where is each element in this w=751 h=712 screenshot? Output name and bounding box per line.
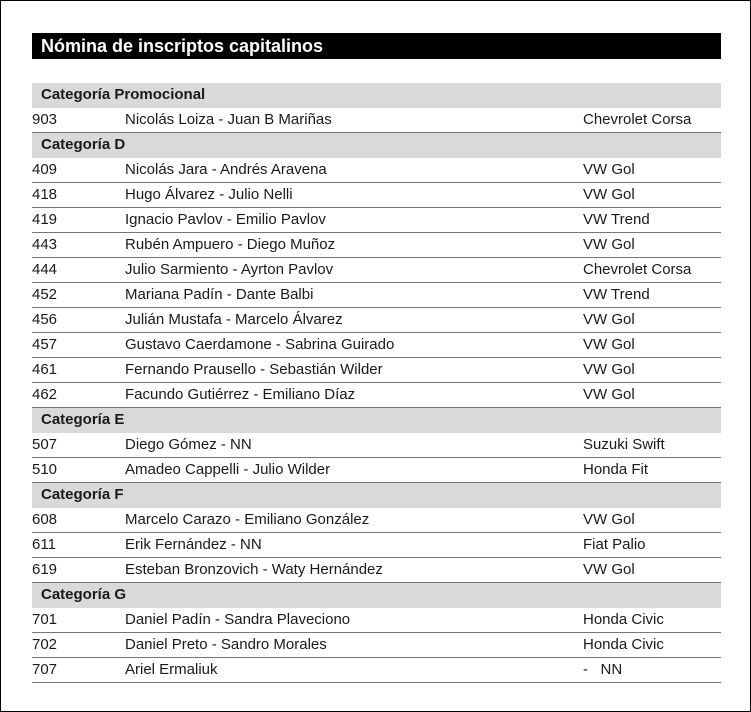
entry-number: 456 (32, 311, 58, 328)
table-row (32, 633, 721, 658)
entry-car: VW Gol (583, 186, 635, 203)
entry-names: Gustavo Caerdamone - Sabrina Guirado (125, 336, 395, 353)
entry-car: VW Trend (583, 286, 650, 303)
table-row (32, 658, 721, 683)
table-row (32, 308, 721, 333)
category-header: Categoría G (32, 583, 721, 608)
entry-number: 409 (32, 161, 58, 178)
entry-car: Honda Fit (583, 461, 649, 478)
entry-number: 611 (32, 536, 56, 553)
entry-names: Ariel Ermaliuk (125, 661, 218, 678)
entry-names: Nicolás Loiza - Juan B Mariñas (125, 111, 332, 128)
table-row (32, 558, 721, 583)
entry-number: 507 (32, 436, 58, 453)
entry-names: Nicolás Jara - Andrés Aravena (125, 161, 327, 178)
entry-car: VW Gol (583, 561, 635, 578)
entry-number: 444 (32, 261, 58, 278)
entry-number: 903 (32, 111, 58, 128)
entry-number: 452 (32, 286, 58, 303)
table-row (32, 208, 721, 233)
entry-number: 510 (32, 461, 58, 478)
entry-number: 701 (32, 611, 58, 628)
entry-car: VW Gol (583, 161, 635, 178)
table-row (32, 333, 721, 358)
category-header: Categoría E (32, 408, 721, 433)
entry-car: VW Gol (583, 386, 635, 403)
entry-car: Chevrolet Corsa (583, 261, 692, 278)
entry-car: VW Trend (583, 211, 650, 228)
category-header: Categoría D (32, 133, 721, 158)
table-row (32, 608, 721, 633)
entry-car: Chevrolet Corsa (583, 111, 692, 128)
entry-number: 608 (32, 511, 58, 528)
page-title: Nómina de inscriptos capitalinos (32, 33, 721, 59)
table-row (32, 458, 721, 483)
entry-names: Amadeo Cappelli - Julio Wilder (125, 461, 331, 478)
entry-car: VW Gol (583, 361, 635, 378)
entry-number: 707 (32, 661, 58, 678)
entry-car: Honda Civic (583, 611, 664, 628)
entry-names: Erik Fernández - NN (125, 536, 262, 553)
entry-car: Suzuki Swift (583, 436, 665, 453)
entry-names: Julio Sarmiento - Ayrton Pavlov (125, 261, 334, 278)
entry-number: 462 (32, 386, 58, 403)
entry-car: VW Gol (583, 511, 635, 528)
entry-car: VW Gol (583, 236, 635, 253)
entry-names: Fernando Prausello - Sebastián Wilder (125, 361, 383, 378)
table-row (32, 283, 721, 308)
entry-car: VW Gol (583, 336, 635, 353)
entry-names: Facundo Gutiérrez - Emiliano Díaz (125, 386, 356, 403)
entry-number: 702 (32, 636, 58, 653)
category-header: Categoría Promocional (32, 83, 721, 108)
table-row (32, 358, 721, 383)
entries-table (32, 83, 721, 683)
entry-car: Honda Civic (583, 636, 664, 653)
table-row (32, 108, 721, 133)
table-row (32, 533, 721, 558)
entry-car: VW Gol (583, 311, 635, 328)
entry-names: Hugo Álvarez - Julio Nelli (125, 186, 293, 203)
table-row (32, 158, 721, 183)
entry-names: Rubén Ampuero - Diego Muñoz (125, 236, 336, 253)
entry-number: 461 (32, 361, 58, 378)
entry-car: - NN (583, 661, 623, 678)
entry-names: Ignacio Pavlov - Emilio Pavlov (125, 211, 326, 228)
entry-names: Daniel Preto - Sandro Morales (125, 636, 327, 653)
entry-number: 443 (32, 236, 58, 253)
entry-names: Esteban Bronzovich - Waty Hernández (125, 561, 383, 578)
table-row (32, 233, 721, 258)
entry-number: 619 (32, 561, 58, 578)
entry-number: 419 (32, 211, 58, 228)
table-row (32, 258, 721, 283)
entry-names: Daniel Padín - Sandra Plaveciono (125, 611, 351, 628)
entry-number: 418 (32, 186, 58, 203)
table-row (32, 183, 721, 208)
table-row (32, 383, 721, 408)
entry-names: Diego Gómez - NN (125, 436, 252, 453)
entry-number: 457 (32, 336, 58, 353)
table-row (32, 508, 721, 533)
entry-names: Julián Mustafa - Marcelo Álvarez (125, 311, 343, 328)
category-header: Categoría F (32, 483, 721, 508)
table-row (32, 433, 721, 458)
entry-names: Mariana Padín - Dante Balbi (125, 286, 314, 303)
entry-names: Marcelo Carazo - Emiliano González (125, 511, 370, 528)
entry-car: Fiat Palio (583, 536, 646, 553)
